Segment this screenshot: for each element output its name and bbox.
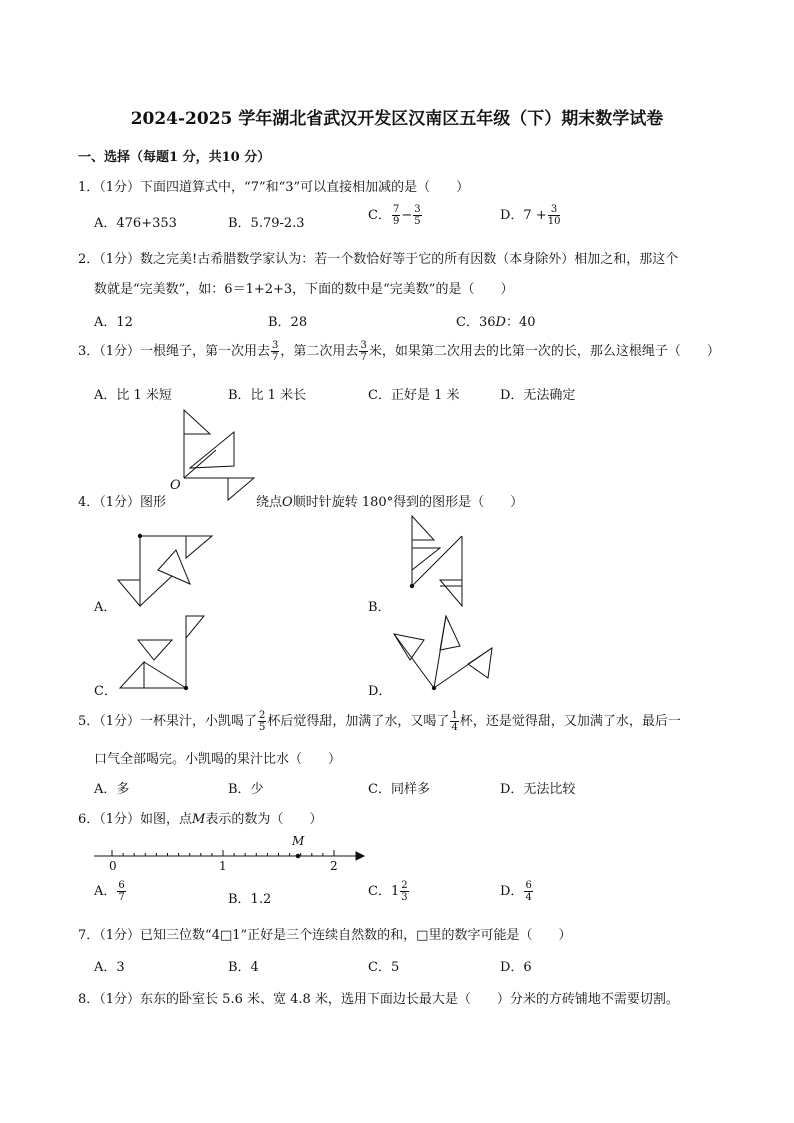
question-2-line-1: 2．（1分）数之完美!古希腊数学家认为：若一个数恰好等于它的所有因数（本身除外）相加之和，那这个 [78, 252, 679, 267]
q1-option-a: A．476+353 [94, 216, 177, 231]
q4-point-o-label: O [170, 478, 181, 493]
q7-option-a: A．3 [94, 960, 125, 975]
q6-tick-label-2: 2 [330, 859, 338, 873]
q5-option-b: B．少 [228, 782, 264, 797]
q7-option-b: B．4 [228, 960, 259, 975]
question-2-line-2: 数就是“完美数”，如：6＝1+2+3，下面的数中是“完美数”的是（ ） [94, 282, 514, 297]
q6-tick-label-1: 1 [219, 859, 227, 873]
question-7-stem: 7．（1分）已知三位数“4□1”正好是三个连续自然数的和，□里的数字可能是（ ） [78, 928, 572, 943]
q2-option-c: C．36D：40 [456, 315, 536, 330]
q3-option-c: C．正好是 1 米 [368, 388, 460, 403]
q6-tick-label-0: 0 [109, 859, 117, 873]
q6-option-b: B．1.2 [228, 892, 272, 907]
q3-option-a: A．比 1 米短 [94, 388, 172, 403]
question-5-line-2: 口气全部喝完。小凯喝的果汁比水（ ） [94, 752, 342, 767]
q4-option-c: C． [94, 684, 117, 699]
question-8-stem: 8．（1分）东东的卧室长 5.6 米、宽 4.8 米，选用下面边长最大是（ ）分米的方砖铺地不需要切割。 [78, 992, 679, 1007]
question-5-line-1: 5．（1分）一杯果汁，小凯喝了 $\frac{2}{5}$ 杯后觉得甜，加满了水，又喝了 $\frac{1}{4}$ 杯，还是觉得甜，又加满了水，最后一 [78, 710, 681, 733]
q5-option-c: C．同样多 [368, 782, 430, 797]
question-4-stem-part2: 绕点O顺时针旋转 180°得到的图形是（ ） [256, 495, 524, 510]
q4-option-b: B． [368, 600, 391, 615]
page-title: 2024-2025 学年湖北省武汉开发区汉南区五年级（下）期末数学试卷 [130, 109, 664, 129]
question-3-stem: 3．（1分）一根绳子，第一次用去 $\frac{3}{7}$ ，第二次用去 $\frac{3}{7}$ 米，如果第二次用去的比第一次的长，那么这根绳子（ ） [78, 340, 720, 363]
q7-option-d: D．6 [500, 960, 532, 975]
question-4-stem-part1: 4．（1分）图形 [78, 495, 167, 510]
q6-point-m-label: M [292, 834, 305, 848]
question-6-stem: 6．（1分）如图，点M表示的数为（ ） [78, 812, 323, 827]
q4-option-a: A． [94, 600, 117, 615]
q6-option-d: D． $\frac{6}{4}$ [500, 880, 532, 903]
q6-option-c: C．1 $\frac{2}{3}$ [368, 880, 408, 903]
q1-option-c: C． $\frac{7}{9}$ − $\frac{3}{5}$ [368, 204, 421, 227]
q2-option-a: A．12 [94, 315, 133, 330]
q5-option-a: A．多 [94, 782, 130, 797]
q5-option-d: D．无法比较 [500, 782, 576, 797]
q2-option-b: B．28 [268, 315, 308, 330]
q7-option-c: C．5 [368, 960, 400, 975]
q3-option-d: D．无法确定 [500, 388, 576, 403]
q3-option-b: B．比 1 米长 [228, 388, 307, 403]
question-1-stem: 1．（1分）下面四道算式中，“7”和“3”可以直接相加减的是（ ） [78, 180, 470, 195]
q1-option-b: B．5.79-2.3 [228, 216, 305, 231]
q6-option-a: A． $\frac{6}{7}$ [94, 880, 125, 903]
q4-option-d: D． [368, 684, 392, 699]
q1-option-d: D．7 + $\frac{3}{10}$ [500, 204, 561, 227]
section-heading: 一、选择（每题1 分，共10 分） [78, 150, 271, 165]
